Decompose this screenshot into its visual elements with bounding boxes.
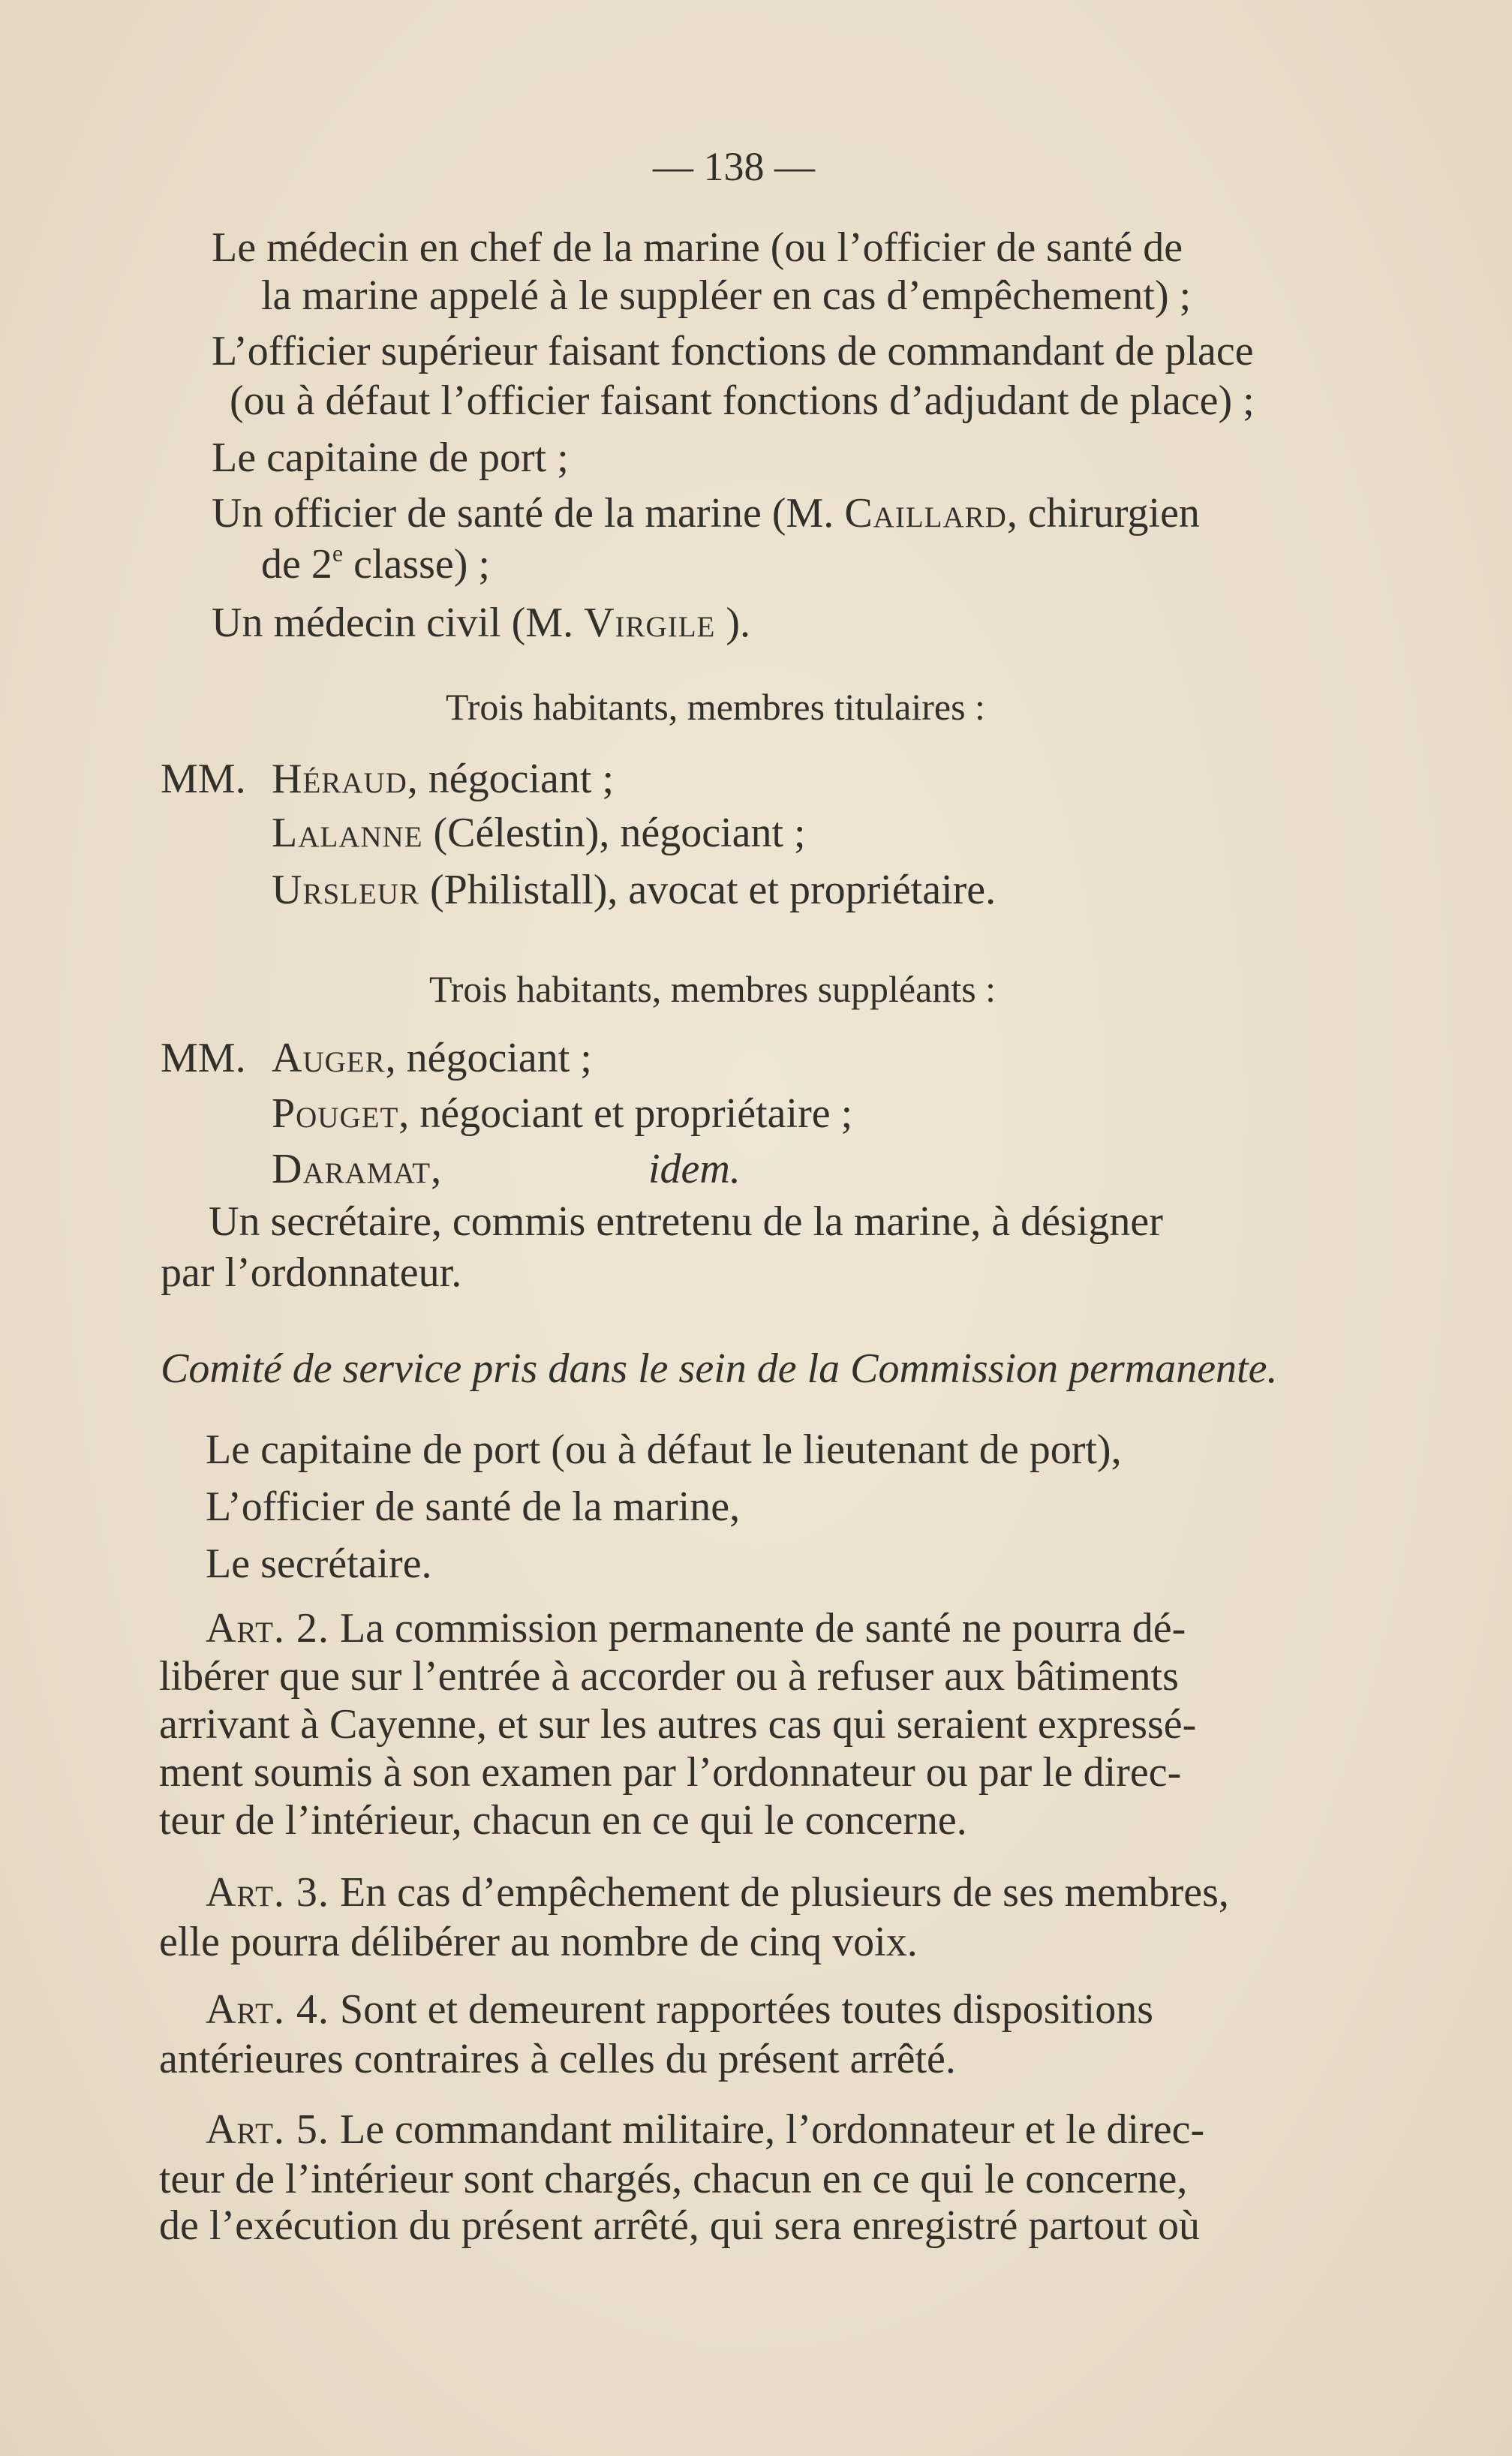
classe-prefix: de 2 xyxy=(261,541,332,588)
comite-line: L’officier de santé de la marine, xyxy=(206,1484,741,1530)
member-name: Lalanne xyxy=(272,810,423,856)
member-desc: , négociant ; xyxy=(407,756,615,802)
article-label: Art. 2. xyxy=(206,1605,329,1652)
article-5-line: de l’exécution du présent arrêté, qui sera enregistré partout où xyxy=(159,2202,1200,2249)
member-desc: , xyxy=(431,1146,442,1192)
intro-line: Le médecin en chef de la marine (ou l’officier de santé de xyxy=(212,224,1183,271)
member-name: Daramat xyxy=(272,1146,431,1192)
article-text: Le commandant militaire, l’ordonnateur et le direc- xyxy=(329,2106,1205,2153)
intro-line: (ou à défaut l’officier faisant fonctions d’adjudant de place) ; xyxy=(230,377,1255,424)
suppleants-mm-prefix: MM. xyxy=(161,1035,246,1081)
officier-suffix: , chirurgien xyxy=(1006,490,1200,537)
suppleant-member xyxy=(272,1034,592,1082)
article-4-line: antérieures contraires à celles du présent arrêté. xyxy=(159,2036,956,2082)
officier-sante-line xyxy=(212,489,1200,537)
comite-line: Le secrétaire. xyxy=(206,1541,432,1587)
article-text: En cas d’empêchement de plusieurs de ses membres, xyxy=(329,1869,1229,1916)
titulaire-member xyxy=(272,866,996,914)
article-2-line xyxy=(206,1604,1186,1652)
secretaire-line: Un secrétaire, commis entretenu de la marine, à désigner xyxy=(209,1198,1163,1245)
member-desc: , négociant ; xyxy=(385,1035,592,1081)
titulaire-member xyxy=(272,809,806,857)
article-text: La commission permanente de santé ne pourra dé- xyxy=(329,1605,1186,1652)
article-2-line: arrivant à Cayenne, et sur les autres cas qui seraient expressé- xyxy=(159,1701,1197,1748)
classe-sup: e xyxy=(332,540,344,567)
idem-text: idem. xyxy=(648,1146,741,1192)
titulaires-mm-prefix: MM. xyxy=(161,756,246,802)
member-desc: (Philistall), avocat et propriétaire. xyxy=(419,867,996,913)
article-3-line xyxy=(206,1868,1229,1916)
suppleants-heading: Trois habitants, membres suppléants : xyxy=(429,968,996,1010)
article-4-line xyxy=(206,1986,1153,2034)
medecin-civil-suffix: ). xyxy=(715,600,751,646)
medecin-civil-line xyxy=(212,599,750,647)
article-label: Art. 3. xyxy=(206,1869,329,1916)
article-2-line: teur de l’intérieur, chacun en ce qui le concerne. xyxy=(159,1797,967,1844)
intro-line: la marine appelé à le suppléer en cas d’empêchement) ; xyxy=(261,272,1192,319)
article-2-line: libérer que sur l’entrée à accorder ou à refuser aux bâtiments xyxy=(159,1653,1179,1700)
suppleant-member xyxy=(272,1090,852,1138)
article-text: Sont et demeurent rapportées toutes dispositions xyxy=(329,1986,1153,2033)
article-3-line: elle pourra délibérer au nombre de cinq voix. xyxy=(159,1919,918,1965)
classe-line xyxy=(261,540,490,588)
medecin-civil-name: Virgile xyxy=(584,600,716,646)
officier-name: Caillard xyxy=(844,490,1007,537)
member-name: Ursleur xyxy=(272,867,419,913)
officier-prefix: Un officier de santé de la marine (M. xyxy=(212,490,845,537)
article-label: Art. 5. xyxy=(206,2106,329,2153)
article-5-line: teur de l’intérieur sont chargés, chacun en ce qui le concerne, xyxy=(159,2156,1188,2202)
member-desc: , négociant et propriétaire ; xyxy=(398,1090,853,1137)
titulaire-member xyxy=(272,755,614,803)
intro-line: L’officier supérieur faisant fonctions de commandant de place xyxy=(212,328,1254,374)
secretaire-line: par l’ordonnateur. xyxy=(161,1249,462,1296)
member-name: Pouget xyxy=(272,1090,399,1137)
page-number: — 138 — xyxy=(653,144,815,189)
suppleant-member xyxy=(272,1145,441,1193)
article-label: Art. 4. xyxy=(206,1986,329,2033)
classe-suffix: classe) ; xyxy=(343,541,490,588)
intro-line: Le capitaine de port ; xyxy=(212,434,569,481)
member-name: Héraud xyxy=(272,756,407,802)
member-name: Auger xyxy=(272,1035,386,1081)
article-5-line xyxy=(206,2106,1204,2154)
member-desc: (Célestin), négociant ; xyxy=(422,810,806,856)
medecin-civil-prefix: Un médecin civil (M. xyxy=(212,600,585,646)
article-2-line: ment soumis à son examen par l’ordonnateur ou par le direc- xyxy=(159,1749,1182,1796)
comite-line: Le capitaine de port (ou à défaut le lieutenant de port), xyxy=(206,1426,1122,1473)
comite-heading: Comité de service pris dans le sein de la Commission permanente. xyxy=(161,1345,1278,1392)
titulaires-heading: Trois habitants, membres titulaires : xyxy=(446,686,985,728)
